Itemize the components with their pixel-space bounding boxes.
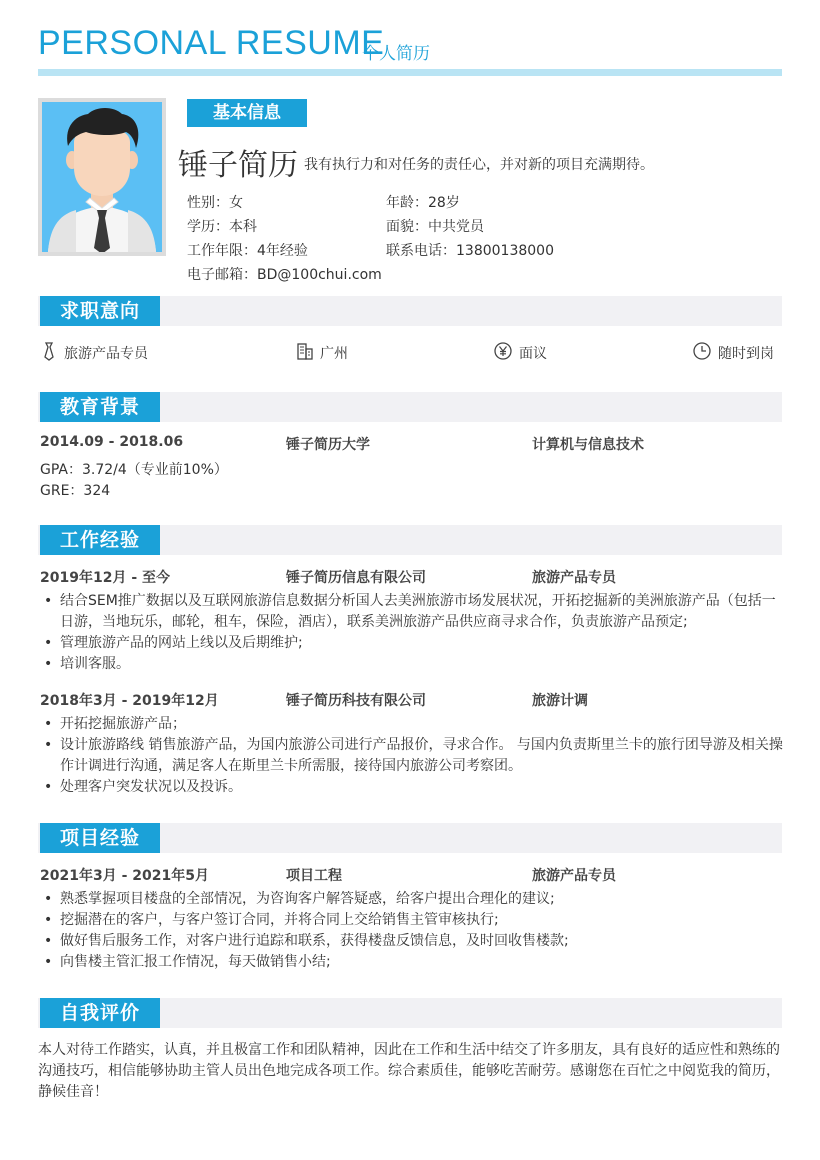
yen-icon	[493, 341, 519, 365]
resume-title-cn: 个人简历	[362, 44, 430, 64]
tie-icon	[40, 341, 64, 365]
section-heading: 工作经验	[40, 525, 160, 555]
job-company: 锤子简历科技有限公司	[286, 693, 426, 709]
gender-field: 性别：女	[187, 195, 243, 211]
section-work	[38, 525, 782, 555]
section-heading: 自我评价	[40, 998, 160, 1028]
list-item: • 挖掘潜在的客户，与客户签订合同，并将合同上交给销售主管审核执行;	[44, 912, 499, 928]
section-heading: 项目经验	[40, 823, 160, 853]
self-evaluation-text: 本人对待工作踏实，认真，并且极富工作和团队精神，因此在工作和生活中结交了许多朋友，具有良好的适应性和熟练的沟通技巧，相信能够协助主管人员出色地完成各项工作。综合素质佳，能够吃苦耐劳。感谢您在百忙之中阅览我的简历，静候佳音！	[38, 1042, 780, 1100]
intent-salary	[493, 341, 547, 365]
intent-salary-label: 面议	[519, 346, 547, 362]
job-period: 2018年3月 - 2019年12月	[40, 693, 219, 709]
section-job-intent	[38, 296, 782, 326]
intent-city	[296, 341, 348, 365]
section-heading: 求职意向	[40, 296, 160, 326]
education-gpa: GPA：3.72/4（专业前10%）	[40, 462, 228, 478]
project-period: 2021年3月 - 2021年5月	[40, 868, 209, 884]
work-years-field: 工作年限：4年经验	[187, 243, 308, 259]
email-field: 电子邮箱：BD@100chui.com	[187, 267, 382, 283]
list-item: • 结合SEM推广数据以及互联网旅游信息数据分析国人去美洲旅游市场发展状况，开拓挖掘新的美洲旅游产品（包括一日游，当地玩乐，邮轮，租车，保险，酒店），联系美洲旅游产品供应商寻求合作，负责旅游产品预定;	[44, 593, 776, 630]
basic-info-heading: 基本信息	[187, 99, 307, 127]
list-item: • 培训客服。	[44, 656, 130, 672]
phone-field: 联系电话：13800138000	[386, 243, 554, 259]
job-role: 旅游计调	[532, 693, 588, 709]
list-item: • 处理客户突发状况以及投诉。	[44, 779, 242, 795]
education-gre: GRE：324	[40, 483, 111, 499]
clock-icon	[692, 341, 718, 365]
section-self-evaluation	[38, 998, 782, 1028]
title-underline	[38, 69, 782, 76]
job-company: 锤子简历信息有限公司	[286, 570, 426, 586]
age-field: 年龄：28岁	[386, 195, 460, 211]
section-heading: 教育背景	[40, 392, 160, 422]
intent-availability-label: 随时到岗	[718, 346, 774, 362]
intent-position	[40, 341, 148, 365]
building-icon	[296, 341, 320, 365]
list-item: • 设计旅游路线 销售旅游产品，为国内旅游公司进行产品报价，寻求合作。 与国内负责斯里兰卡的旅行团导游及相关操作计调进行沟通，满足客人在斯里兰卡所需服，接待国内旅游公司考察团。	[44, 737, 783, 774]
education-school: 锤子简历大学	[286, 437, 370, 453]
section-education	[38, 392, 782, 422]
education-level-field: 学历：本科	[187, 219, 257, 235]
project-name: 项目工程	[286, 868, 342, 884]
avatar-illustration	[42, 102, 162, 252]
job-role: 旅游产品专员	[532, 570, 616, 586]
list-item: • 管理旅游产品的网站上线以及后期维护;	[44, 635, 303, 651]
intent-city-label: 广州	[320, 346, 348, 362]
list-item: • 做好售后服务工作，对客户进行追踪和联系，获得楼盘反馈信息，及时回收售楼款;	[44, 933, 569, 949]
political-status-field: 面貌：中共党员	[386, 219, 484, 235]
education-major: 计算机与信息技术	[532, 437, 644, 453]
resume-title-en: PERSONAL RESUME	[38, 24, 385, 62]
candidate-motto: 我有执行力和对任务的责任心，并对新的项目充满期待。	[304, 157, 654, 173]
education-period: 2014.09 - 2018.06	[40, 434, 184, 450]
avatar	[38, 98, 166, 256]
list-item: • 开拓挖掘旅游产品；	[44, 716, 186, 732]
candidate-name: 锤子简历	[178, 148, 298, 183]
job-period: 2019年12月 - 至今	[40, 570, 171, 586]
project-role: 旅游产品专员	[532, 868, 616, 884]
list-item: • 熟悉掌握项目楼盘的全部情况，为咨询客户解答疑惑，给客户提出合理化的建议;	[44, 891, 555, 907]
list-item: • 向售楼主管汇报工作情况，每天做销售小结;	[44, 954, 331, 970]
section-project	[38, 823, 782, 853]
intent-position-label: 旅游产品专员	[64, 346, 148, 362]
intent-availability	[692, 341, 774, 365]
